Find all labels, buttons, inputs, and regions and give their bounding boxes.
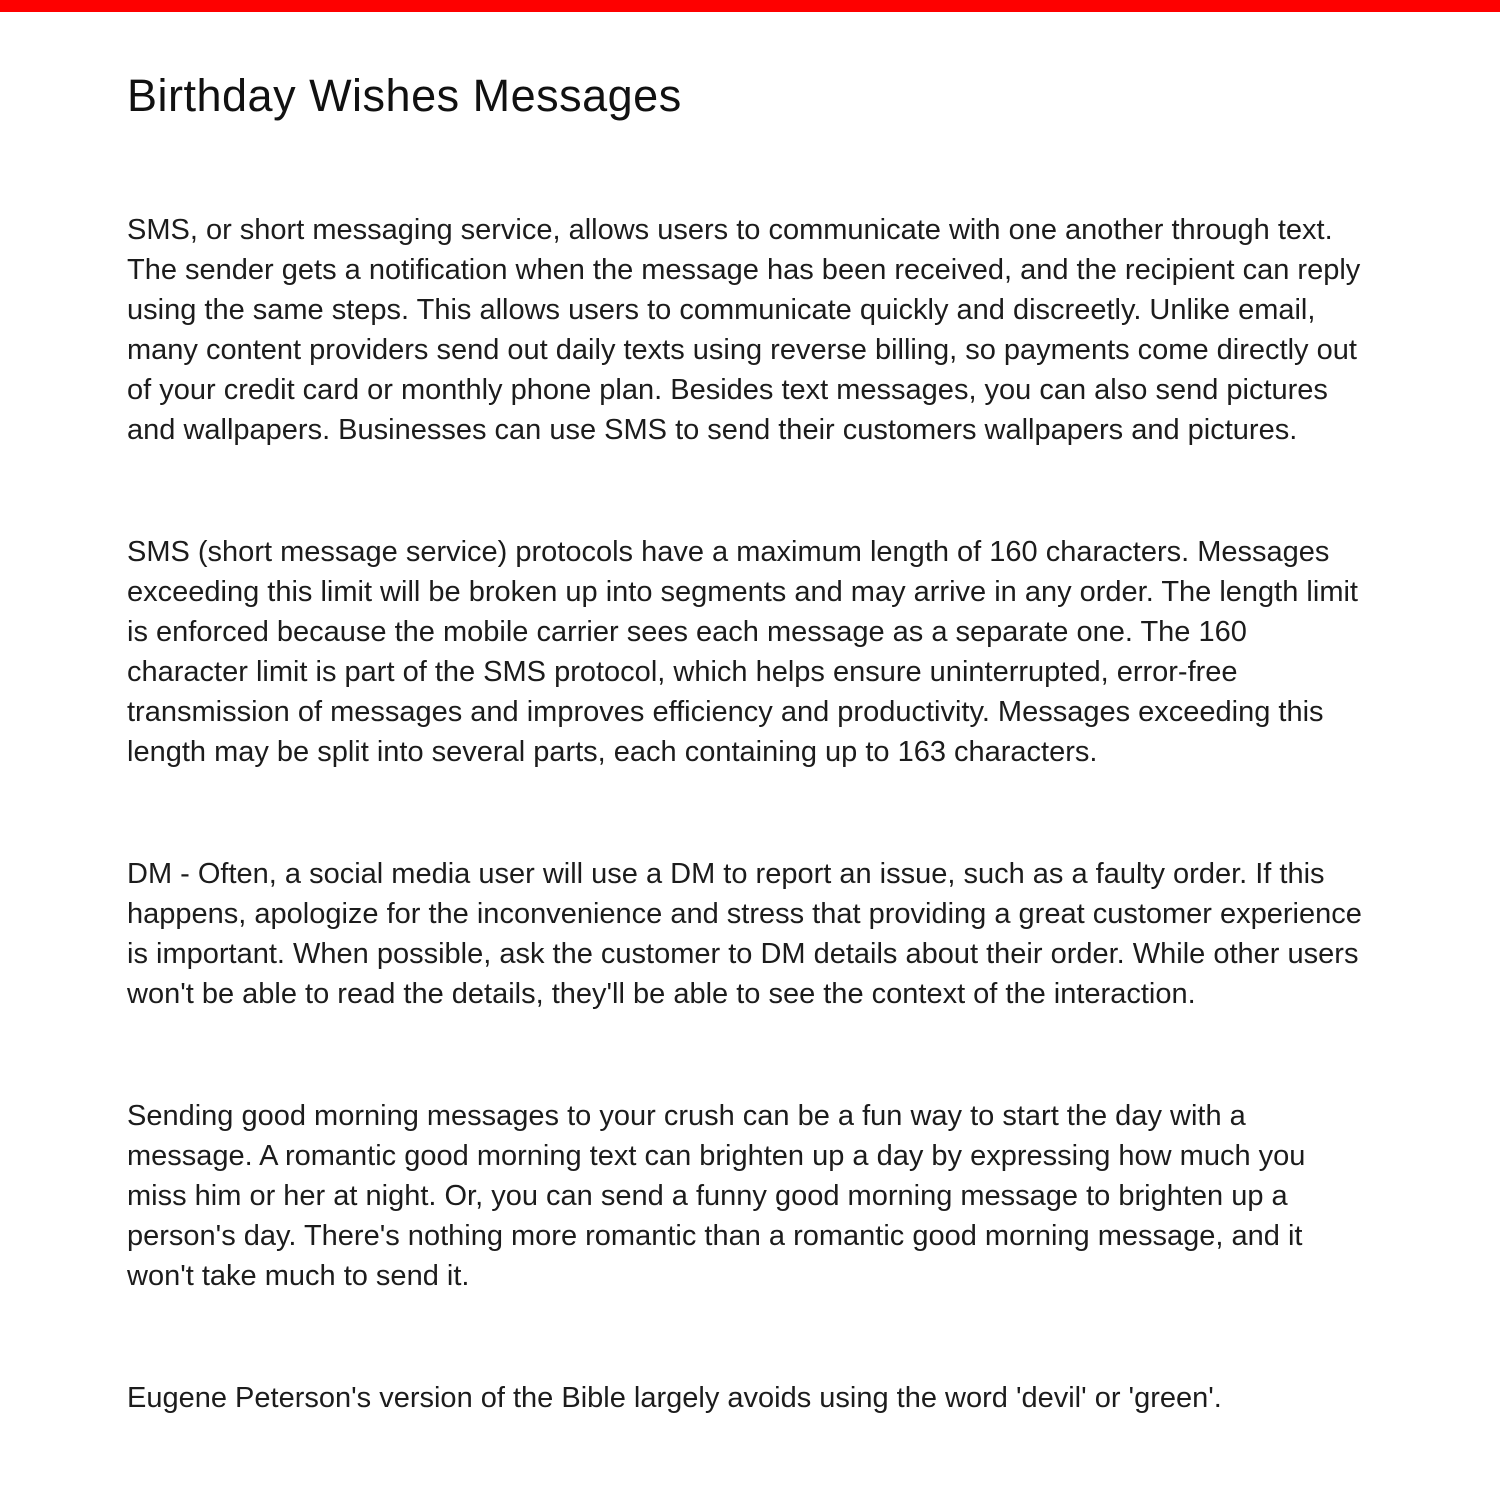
paragraph-dm: DM - Often, a social media user will use a DM to report an issue, such as a faulty order. If this happens, apologize for the inconvenience and stress that providing a great customer experience is important. When possible, ask the customer to DM details about their order. While other users won't be able to read the details, they'll be able to see the context of the interaction. <box>127 858 1362 1010</box>
paragraph-sms-intro: SMS, or short messaging service, allows users to communicate with one another through text. The sender gets a notification when the message has been received, and the recipient can reply using the same steps. This allows users to communicate quickly and discreetly. Unlike email, many content providers send out daily texts using reverse billing, so payments come directly out of your credit card or monthly phone plan. Besides text messages, you can also send pictures and wallpapers. Businesses can use SMS to send their customers wallpapers and pictures. <box>127 214 1361 446</box>
paragraph-sms-length: SMS (short message service) protocols have a maximum length of 160 characters. Messages exceeding this limit will be broken up into segments and may arrive in any order. The length limit is enforced because the mobile carrier sees each message as a separate one. The 160 character limit is part of the SMS protocol, which helps ensure uninterrupted, error-free transmission of messages and improves efficiency and productivity. Messages exceeding this length may be split into several parts, each containing up to 163 characters. <box>127 536 1358 768</box>
document-body <box>0 70 1500 1418</box>
paragraph-good-morning: Sending good morning messages to your crush can be a fun way to start the day with a message. A romantic good morning text can brighten up a day by expressing how much you miss him or her at night. Or, you can send a funny good morning message to brighten up a person's day. There's nothing more romantic than a romantic good morning message, and it won't take much to send it. <box>127 1100 1306 1292</box>
paragraph-bible: Eugene Peterson's version of the Bible largely avoids using the word 'devil' or 'green'. <box>127 1382 1222 1414</box>
page-title: Birthday Wishes Messages <box>127 70 682 121</box>
top-accent-bar <box>0 0 1500 12</box>
